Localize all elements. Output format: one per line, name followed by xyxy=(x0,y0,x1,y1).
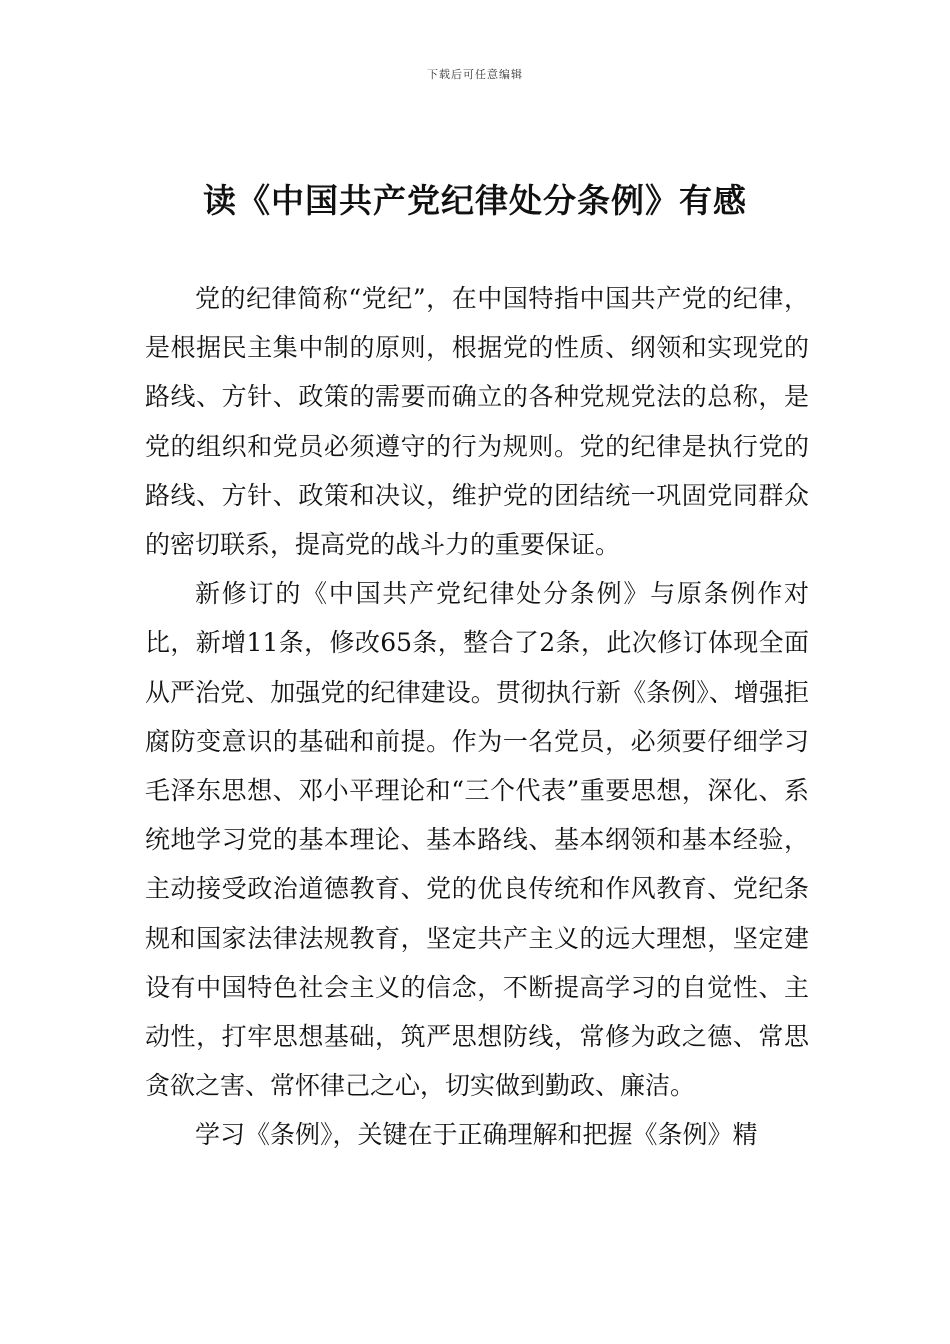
document-title: 读《中国共产党纪律处分条例》有感 xyxy=(203,181,747,220)
paragraph: 新修订的《中国共产党纪律处分条例》与原条例作对比，新增11条，修改65条，整合了2条，此次修订体现全面从严治党、加强党的纪律建设。贯彻执行新《条例》、增强拒腐防变意识的基础和前提。作为一名党员，必须要仔细学习毛泽东思想、邓小平理论和“三个代表”重要思想，深化、系统地学习党的基本理论、基本路线、基本纲领和基本经验，主动接受政治道德教育、党的优良传统和作风教育、党纪条规和国家法律法规教育，坚定共产主义的远大理想，坚定建设有中国特色社会主义的信念，不断提高学习的自觉性、主动性，打牢思想基础，筑严思想防线，常修为政之德、常思贪欲之害、常怀律己之心，切实做到勤政、廉洁。 xyxy=(145,579,809,1101)
paragraph: 党的纪律简称“党纪”，在中国特指中国共产党的纪律，是根据民主集中制的原则，根据党的性质、纲领和实现党的路线、方针、政策的需要而确立的各种党规党法的总称，是党的组织和党员必须遵守的行为规则。党的纪律是执行党的路线、方针、政策和决议，维护党的团结统一巩固党同群众的密切联系，提高党的战斗力的重要保证。 xyxy=(145,284,809,560)
document-body xyxy=(145,274,809,1160)
header-note: 下载后可任意编辑 xyxy=(427,68,523,81)
paragraph: 学习《条例》，关键在于正确理解和把握《条例》精 xyxy=(195,1120,758,1150)
